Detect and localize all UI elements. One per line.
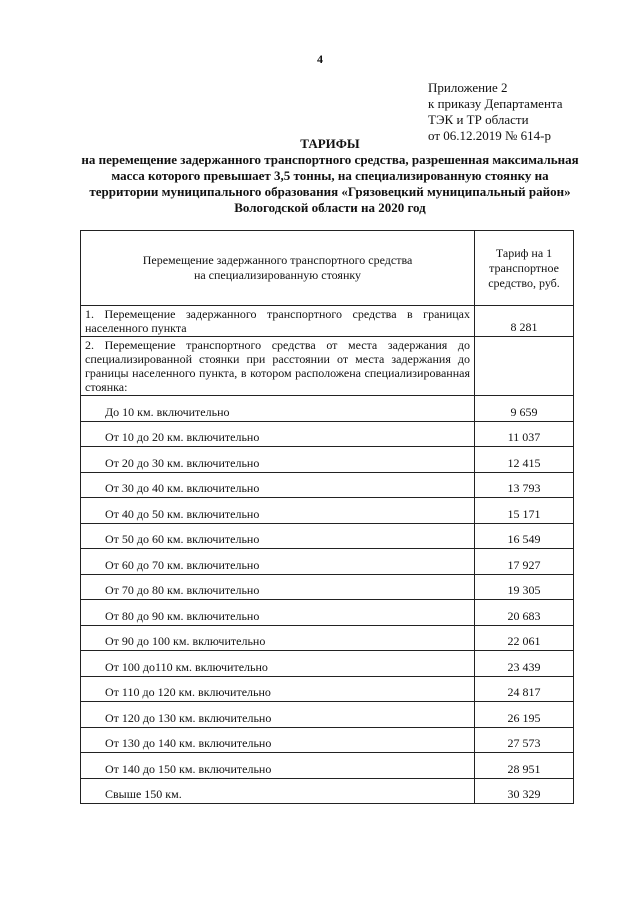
table-row	[81, 396, 574, 422]
row-label: От 40 до 50 км. включительно	[81, 498, 475, 524]
appendix-line: ТЭК и ТР области	[428, 112, 529, 127]
table-row	[81, 753, 574, 779]
row-label: От 20 до 30 км. включительно	[81, 447, 475, 473]
table-header-row	[81, 231, 574, 306]
row-value: 15 171	[475, 498, 574, 524]
row-value: 20 683	[475, 600, 574, 626]
header-service: Перемещение задержанного транспортного средства на специализированную стоянку	[81, 231, 475, 306]
table-row	[81, 676, 574, 702]
row-label: Свыше 150 км.	[81, 778, 475, 804]
tariff-table	[80, 230, 574, 804]
title-line: территории муниципального образования «Грязовецкий муниципальный район»	[89, 184, 571, 199]
row-label: От 90 до 100 км. включительно	[81, 625, 475, 651]
row-value: 16 549	[475, 523, 574, 549]
row-value: 23 439	[475, 651, 574, 677]
table-row	[81, 447, 574, 473]
row-value: 11 037	[475, 421, 574, 447]
row-label: От 70 до 80 км. включительно	[81, 574, 475, 600]
title-line: на перемещение задержанного транспортного средства, разрешенная максимальная	[81, 152, 579, 167]
row-label: От 80 до 90 км. включительно	[81, 600, 475, 626]
row-label: От 140 до 150 км. включительно	[81, 753, 475, 779]
page-number: 4	[317, 52, 323, 66]
row-value: 24 817	[475, 676, 574, 702]
row-label: От 10 до 20 км. включительно	[81, 421, 475, 447]
table-row	[81, 523, 574, 549]
row-label: От 60 до 70 км. включительно	[81, 549, 475, 575]
table-row	[81, 337, 574, 396]
row-value: 17 927	[475, 549, 574, 575]
table-row	[81, 600, 574, 626]
row-label: От 120 до 130 км. включительно	[81, 702, 475, 728]
row-label: 2. Перемещение транспортного средства от места задержания до специализированной стоянки при расстоянии от места задержания до границы населенного пункта, в котором расположена специализированная стоянка:	[81, 337, 475, 396]
table-row	[81, 778, 574, 804]
row-value: 13 793	[475, 472, 574, 498]
row-value: 22 061	[475, 625, 574, 651]
row-value: 8 281	[475, 306, 574, 337]
table-row	[81, 306, 574, 337]
table-row	[81, 498, 574, 524]
appendix-line: от 06.12.2019 № 614-р	[428, 128, 551, 143]
table-row	[81, 651, 574, 677]
title-line: Вологодской области на 2020 год	[234, 200, 426, 215]
row-label: От 110 до 120 км. включительно	[81, 676, 475, 702]
title-line: масса которого превышает 3,5 тонны, на специализированную стоянку на	[111, 168, 549, 183]
table-row	[81, 625, 574, 651]
table-row	[81, 549, 574, 575]
title-heading: ТАРИФЫ	[300, 136, 360, 151]
appendix-line: Приложение 2	[428, 80, 508, 95]
row-label: От 50 до 60 км. включительно	[81, 523, 475, 549]
row-value: 12 415	[475, 447, 574, 473]
row-label: До 10 км. включительно	[81, 396, 475, 422]
table-row	[81, 702, 574, 728]
row-label: От 30 до 40 км. включительно	[81, 472, 475, 498]
row-value: 28 951	[475, 753, 574, 779]
row-value: 30 329	[475, 778, 574, 804]
table-row	[81, 574, 574, 600]
row-label: От 100 до110 км. включительно	[81, 651, 475, 677]
row-label: 1. Перемещение задержанного транспортного средства в границах населенного пункта	[81, 306, 475, 337]
appendix-note	[428, 80, 563, 144]
row-value: 27 573	[475, 727, 574, 753]
row-value: 9 659	[475, 396, 574, 422]
table-row	[81, 472, 574, 498]
appendix-line: к приказу Департамента	[428, 96, 563, 111]
row-value-empty	[475, 337, 574, 396]
document-title	[80, 136, 580, 216]
row-value: 26 195	[475, 702, 574, 728]
header-tariff: Тариф на 1 транспортное средство, руб.	[475, 231, 574, 306]
row-value: 19 305	[475, 574, 574, 600]
row-label: От 130 до 140 км. включительно	[81, 727, 475, 753]
table-row	[81, 727, 574, 753]
table-row	[81, 421, 574, 447]
